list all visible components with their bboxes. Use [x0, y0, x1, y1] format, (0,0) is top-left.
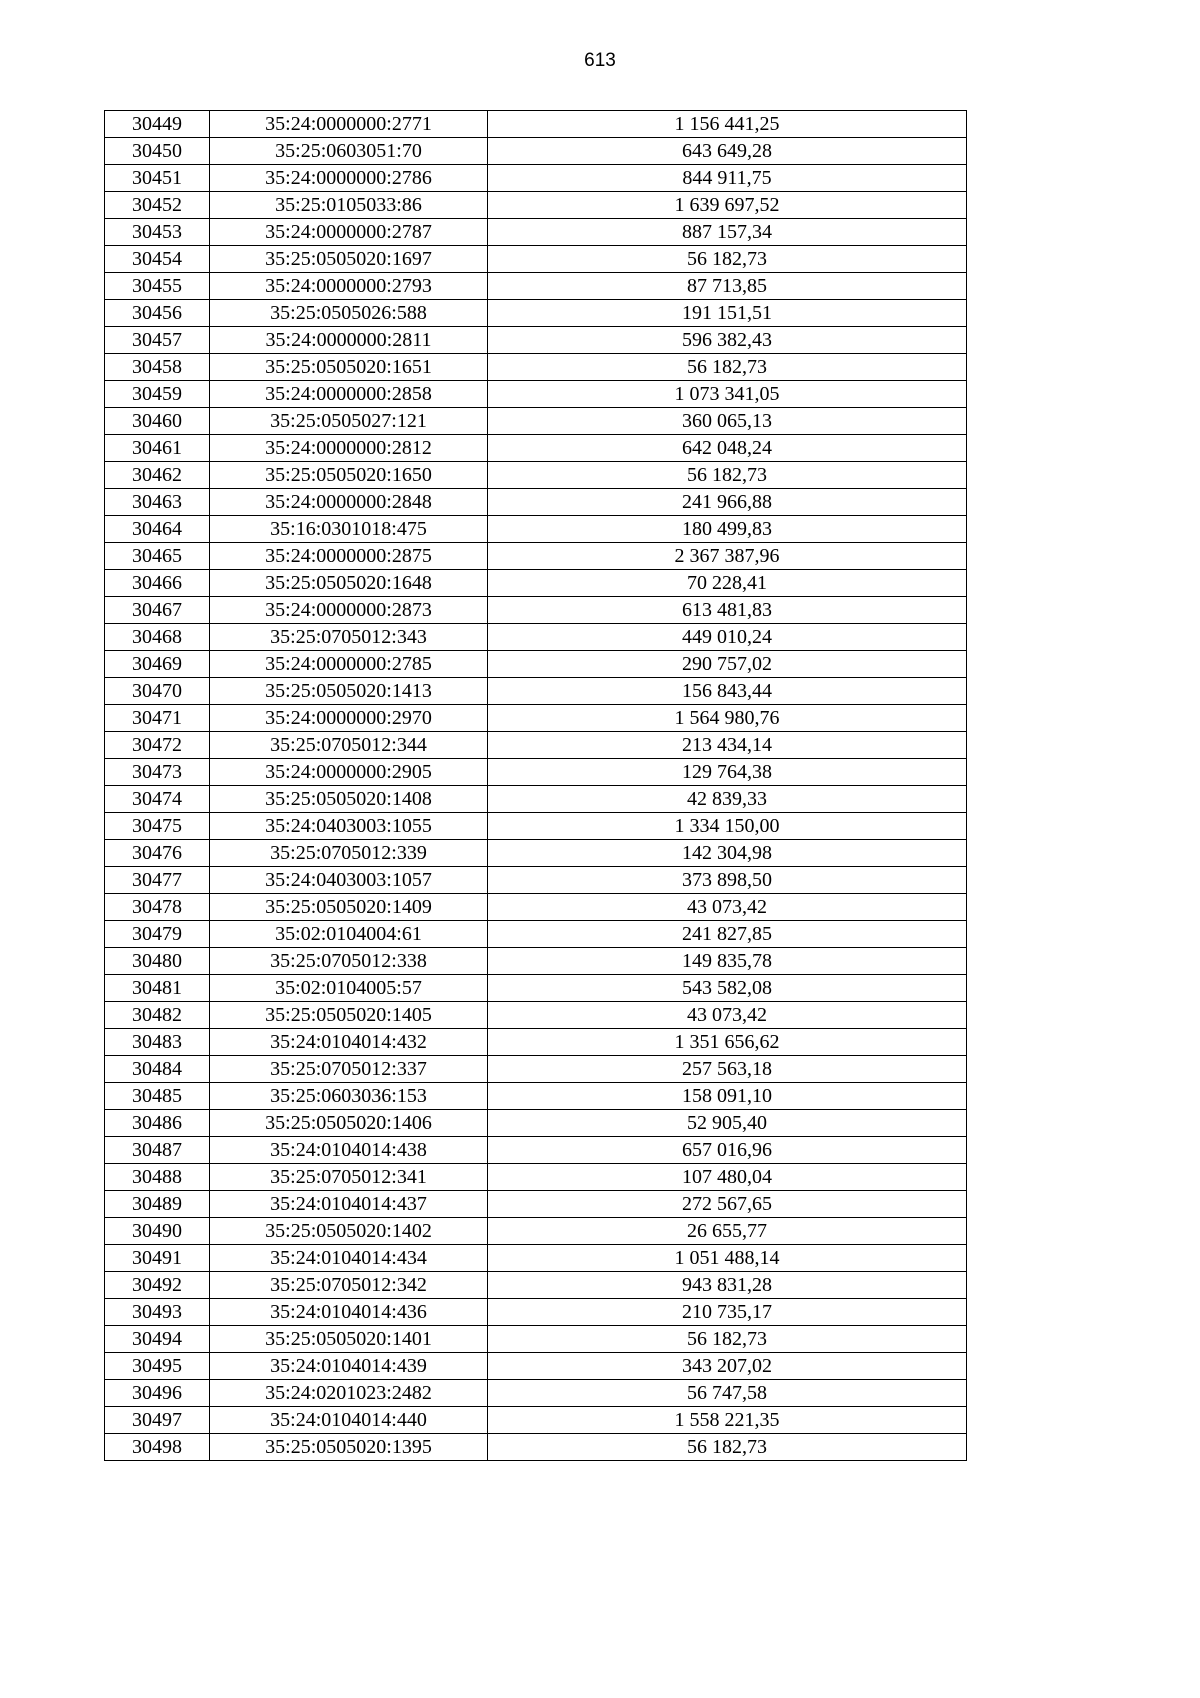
cadastral-number-cell: 35:24:0104014:434	[210, 1245, 488, 1272]
cadastral-number-cell: 35:25:0505026:588	[210, 300, 488, 327]
table-row	[105, 948, 967, 975]
row-number-cell: 30477	[105, 867, 210, 894]
cadastral-number-cell: 35:25:0505020:1401	[210, 1326, 488, 1353]
value-cell: 343 207,02	[488, 1353, 967, 1380]
table-row	[105, 192, 967, 219]
table-row	[105, 327, 967, 354]
cadastral-number-cell: 35:24:0403003:1057	[210, 867, 488, 894]
row-number-cell: 30466	[105, 570, 210, 597]
value-cell: 1 051 488,14	[488, 1245, 967, 1272]
row-number-cell: 30459	[105, 381, 210, 408]
table-row	[105, 597, 967, 624]
value-cell: 56 182,73	[488, 246, 967, 273]
value-cell: 26 655,77	[488, 1218, 967, 1245]
cadastral-number-cell: 35:24:0000000:2785	[210, 651, 488, 678]
row-number-cell: 30493	[105, 1299, 210, 1326]
table-row	[105, 1218, 967, 1245]
cadastral-number-cell: 35:24:0403003:1055	[210, 813, 488, 840]
row-number-cell: 30450	[105, 138, 210, 165]
value-cell: 56 182,73	[488, 1326, 967, 1353]
value-cell: 1 334 150,00	[488, 813, 967, 840]
table-row	[105, 1434, 967, 1461]
table-row	[105, 1380, 967, 1407]
value-cell: 1 564 980,76	[488, 705, 967, 732]
cadastral-number-cell: 35:25:0505020:1402	[210, 1218, 488, 1245]
cadastral-number-cell: 35:25:0505020:1648	[210, 570, 488, 597]
table-row	[105, 867, 967, 894]
table-row	[105, 435, 967, 462]
table-row	[105, 1299, 967, 1326]
value-cell: 1 156 441,25	[488, 111, 967, 138]
table-row	[105, 462, 967, 489]
cadastral-number-cell: 35:25:0705012:343	[210, 624, 488, 651]
value-cell: 449 010,24	[488, 624, 967, 651]
table-row	[105, 894, 967, 921]
cadastral-number-cell: 35:24:0104014:432	[210, 1029, 488, 1056]
table-row	[105, 705, 967, 732]
value-cell: 43 073,42	[488, 894, 967, 921]
cadastral-number-cell: 35:25:0505020:1651	[210, 354, 488, 381]
cadastral-number-cell: 35:25:0603051:70	[210, 138, 488, 165]
table-row	[105, 975, 967, 1002]
cadastral-number-cell: 35:25:0505020:1650	[210, 462, 488, 489]
cadastral-number-cell: 35:25:0705012:344	[210, 732, 488, 759]
value-cell: 373 898,50	[488, 867, 967, 894]
row-number-cell: 30462	[105, 462, 210, 489]
cadastral-number-cell: 35:25:0505020:1395	[210, 1434, 488, 1461]
row-number-cell: 30464	[105, 516, 210, 543]
value-cell: 129 764,38	[488, 759, 967, 786]
value-cell: 844 911,75	[488, 165, 967, 192]
cadastral-number-cell: 35:02:0104005:57	[210, 975, 488, 1002]
cadastral-number-cell: 35:25:0603036:153	[210, 1083, 488, 1110]
cadastral-number-cell: 35:25:0505020:1405	[210, 1002, 488, 1029]
row-number-cell: 30460	[105, 408, 210, 435]
row-number-cell: 30475	[105, 813, 210, 840]
cadastral-number-cell: 35:24:0104014:439	[210, 1353, 488, 1380]
row-number-cell: 30470	[105, 678, 210, 705]
row-number-cell: 30472	[105, 732, 210, 759]
row-number-cell: 30457	[105, 327, 210, 354]
row-number-cell: 30485	[105, 1083, 210, 1110]
cadastral-number-cell: 35:25:0505020:1408	[210, 786, 488, 813]
row-number-cell: 30474	[105, 786, 210, 813]
cadastral-number-cell: 35:24:0201023:2482	[210, 1380, 488, 1407]
row-number-cell: 30468	[105, 624, 210, 651]
row-number-cell: 30479	[105, 921, 210, 948]
table-row	[105, 1002, 967, 1029]
table-row	[105, 111, 967, 138]
table-row	[105, 516, 967, 543]
table-row	[105, 1272, 967, 1299]
table-row	[105, 678, 967, 705]
cadastral-number-cell: 35:16:0301018:475	[210, 516, 488, 543]
row-number-cell: 30455	[105, 273, 210, 300]
row-number-cell: 30458	[105, 354, 210, 381]
table-row	[105, 1056, 967, 1083]
table-row	[105, 1353, 967, 1380]
row-number-cell: 30492	[105, 1272, 210, 1299]
value-cell: 1 351 656,62	[488, 1029, 967, 1056]
cadastral-number-cell: 35:25:0705012:337	[210, 1056, 488, 1083]
cadastral-number-cell: 35:25:0705012:339	[210, 840, 488, 867]
table-row	[105, 219, 967, 246]
cadastral-number-cell: 35:25:0705012:341	[210, 1164, 488, 1191]
cadastral-number-cell: 35:24:0000000:2875	[210, 543, 488, 570]
cadastral-number-cell: 35:25:0505020:1413	[210, 678, 488, 705]
row-number-cell: 30489	[105, 1191, 210, 1218]
value-cell: 290 757,02	[488, 651, 967, 678]
row-number-cell: 30469	[105, 651, 210, 678]
value-cell: 1 558 221,35	[488, 1407, 967, 1434]
value-cell: 156 843,44	[488, 678, 967, 705]
value-cell: 272 567,65	[488, 1191, 967, 1218]
row-number-cell: 30490	[105, 1218, 210, 1245]
row-number-cell: 30483	[105, 1029, 210, 1056]
value-cell: 43 073,42	[488, 1002, 967, 1029]
value-cell: 56 182,73	[488, 1434, 967, 1461]
value-cell: 52 905,40	[488, 1110, 967, 1137]
row-number-cell: 30494	[105, 1326, 210, 1353]
row-number-cell: 30452	[105, 192, 210, 219]
cadastral-number-cell: 35:24:0000000:2873	[210, 597, 488, 624]
value-cell: 241 827,85	[488, 921, 967, 948]
table-row	[105, 1110, 967, 1137]
table-row	[105, 273, 967, 300]
value-cell: 158 091,10	[488, 1083, 967, 1110]
table-row	[105, 570, 967, 597]
value-cell: 107 480,04	[488, 1164, 967, 1191]
value-cell: 887 157,34	[488, 219, 967, 246]
table-row	[105, 759, 967, 786]
value-cell: 360 065,13	[488, 408, 967, 435]
row-number-cell: 30486	[105, 1110, 210, 1137]
cadastral-number-cell: 35:25:0505027:121	[210, 408, 488, 435]
value-cell: 56 182,73	[488, 354, 967, 381]
cadastral-number-cell: 35:24:0000000:2793	[210, 273, 488, 300]
table-row	[105, 165, 967, 192]
table-row	[105, 138, 967, 165]
table-row	[105, 624, 967, 651]
cadastral-number-cell: 35:25:0505020:1409	[210, 894, 488, 921]
row-number-cell: 30473	[105, 759, 210, 786]
row-number-cell: 30481	[105, 975, 210, 1002]
value-cell: 210 735,17	[488, 1299, 967, 1326]
cadastral-number-cell: 35:24:0000000:2787	[210, 219, 488, 246]
row-number-cell: 30463	[105, 489, 210, 516]
table-row	[105, 651, 967, 678]
row-number-cell: 30449	[105, 111, 210, 138]
table-row	[105, 732, 967, 759]
row-number-cell: 30497	[105, 1407, 210, 1434]
row-number-cell: 30487	[105, 1137, 210, 1164]
table-row	[105, 1191, 967, 1218]
row-number-cell: 30478	[105, 894, 210, 921]
value-cell: 87 713,85	[488, 273, 967, 300]
table-row	[105, 246, 967, 273]
value-cell: 257 563,18	[488, 1056, 967, 1083]
value-cell: 657 016,96	[488, 1137, 967, 1164]
table-row	[105, 840, 967, 867]
value-cell: 70 228,41	[488, 570, 967, 597]
table-row	[105, 381, 967, 408]
cadastral-number-cell: 35:24:0000000:2771	[210, 111, 488, 138]
cadastral-number-cell: 35:25:0705012:338	[210, 948, 488, 975]
row-number-cell: 30476	[105, 840, 210, 867]
cadastral-number-cell: 35:24:0104014:436	[210, 1299, 488, 1326]
row-number-cell: 30471	[105, 705, 210, 732]
table-row	[105, 1029, 967, 1056]
table-row	[105, 1326, 967, 1353]
value-cell: 1 639 697,52	[488, 192, 967, 219]
cadastral-number-cell: 35:25:0705012:342	[210, 1272, 488, 1299]
value-cell: 56 747,58	[488, 1380, 967, 1407]
row-number-cell: 30453	[105, 219, 210, 246]
cadastral-number-cell: 35:24:0000000:2858	[210, 381, 488, 408]
cadastral-number-cell: 35:24:0000000:2812	[210, 435, 488, 462]
value-cell: 142 304,98	[488, 840, 967, 867]
cadastral-number-cell: 35:24:0000000:2970	[210, 705, 488, 732]
table-row	[105, 543, 967, 570]
cadastral-number-cell: 35:25:0505020:1697	[210, 246, 488, 273]
value-cell: 943 831,28	[488, 1272, 967, 1299]
row-number-cell: 30465	[105, 543, 210, 570]
value-cell: 213 434,14	[488, 732, 967, 759]
value-cell: 643 649,28	[488, 138, 967, 165]
cadastral-number-cell: 35:24:0104014:440	[210, 1407, 488, 1434]
page-number: 613	[584, 50, 616, 71]
table-row	[105, 813, 967, 840]
row-number-cell: 30491	[105, 1245, 210, 1272]
cadastral-number-cell: 35:25:0505020:1406	[210, 1110, 488, 1137]
table-row	[105, 1083, 967, 1110]
cadastral-number-cell: 35:25:0105033:86	[210, 192, 488, 219]
table-row	[105, 408, 967, 435]
value-cell: 2 367 387,96	[488, 543, 967, 570]
value-cell: 642 048,24	[488, 435, 967, 462]
table-row	[105, 354, 967, 381]
row-number-cell: 30484	[105, 1056, 210, 1083]
value-cell: 241 966,88	[488, 489, 967, 516]
table-row	[105, 921, 967, 948]
value-cell: 42 839,33	[488, 786, 967, 813]
value-cell: 56 182,73	[488, 462, 967, 489]
table-row	[105, 1137, 967, 1164]
row-number-cell: 30495	[105, 1353, 210, 1380]
row-number-cell: 30461	[105, 435, 210, 462]
value-cell: 543 582,08	[488, 975, 967, 1002]
row-number-cell: 30454	[105, 246, 210, 273]
value-cell: 180 499,83	[488, 516, 967, 543]
table-row	[105, 1245, 967, 1272]
table-row	[105, 489, 967, 516]
registry-table-body	[105, 111, 967, 1461]
table-row	[105, 786, 967, 813]
row-number-cell: 30467	[105, 597, 210, 624]
row-number-cell: 30496	[105, 1380, 210, 1407]
table-row	[105, 1407, 967, 1434]
cadastral-number-cell: 35:24:0000000:2811	[210, 327, 488, 354]
cadastral-number-cell: 35:24:0000000:2848	[210, 489, 488, 516]
cadastral-number-cell: 35:24:0104014:437	[210, 1191, 488, 1218]
cadastral-number-cell: 35:02:0104004:61	[210, 921, 488, 948]
value-cell: 149 835,78	[488, 948, 967, 975]
row-number-cell: 30498	[105, 1434, 210, 1461]
value-cell: 1 073 341,05	[488, 381, 967, 408]
row-number-cell: 30488	[105, 1164, 210, 1191]
cadastral-number-cell: 35:24:0000000:2786	[210, 165, 488, 192]
value-cell: 596 382,43	[488, 327, 967, 354]
table-row	[105, 1164, 967, 1191]
registry-table	[104, 110, 967, 1461]
table-row	[105, 300, 967, 327]
cadastral-number-cell: 35:24:0104014:438	[210, 1137, 488, 1164]
row-number-cell: 30480	[105, 948, 210, 975]
row-number-cell: 30451	[105, 165, 210, 192]
value-cell: 191 151,51	[488, 300, 967, 327]
row-number-cell: 30456	[105, 300, 210, 327]
value-cell: 613 481,83	[488, 597, 967, 624]
cadastral-number-cell: 35:24:0000000:2905	[210, 759, 488, 786]
row-number-cell: 30482	[105, 1002, 210, 1029]
